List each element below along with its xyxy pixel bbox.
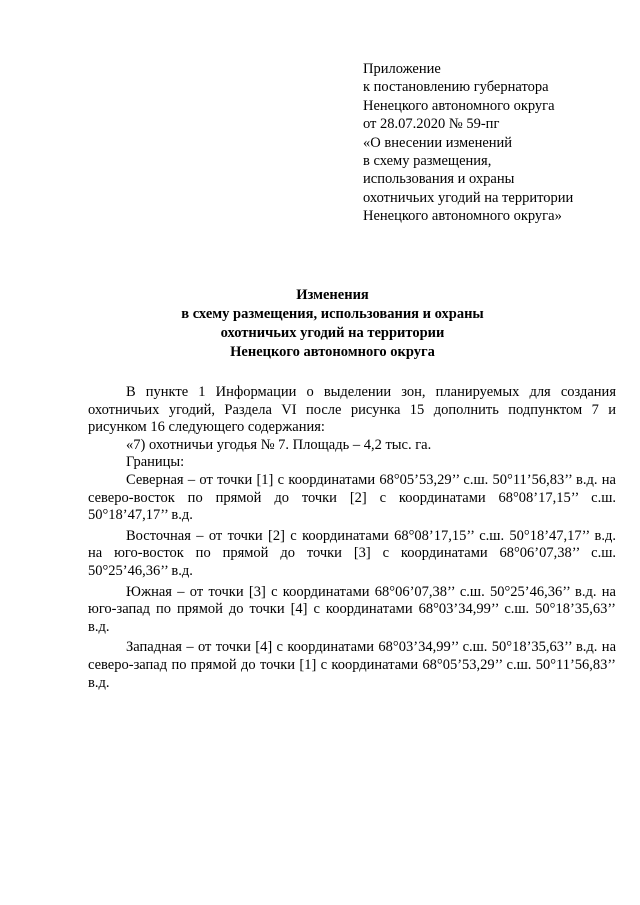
appendix-line: Ненецкого автономного округа (363, 97, 555, 114)
south-border-paragraph: Южная – от точки [3] с координатами 68°06’07,38’’ с.ш. 50°25’46,36’’ в.д. на юго-запад по прямой до точки [4] с координатами 68°03’34,99’’ с.ш. 50°18’35,63’’ в.д. (88, 583, 616, 635)
document-body (88, 384, 616, 692)
west-border-paragraph: Западная – от точки [4] с координатами 68°03’34,99’’ с.ш. 50°18’35,63’’ в.д. на северо-запад по прямой до точки [1] с координатами 68°05’53,29’’ с.ш. 50°11’56,83’’ в.д. (88, 639, 616, 691)
appendix-line: «О внесении изменений (363, 134, 513, 151)
title-line: Ненецкого автономного округа (230, 344, 435, 360)
north-border-paragraph: Северная – от точки [1] с координатами 68°05’53,29’’ с.ш. 50°11’56,83’’ в.д. на северо-восток по прямой до точки [2] с координатами 68°08’17,15’’ с.ш. 50°18’47,17’’ в.д. (88, 471, 616, 524)
appendix-line: Приложение (363, 61, 441, 77)
intro-paragraph: В пункте 1 Информации о выделении зон, планируемых для создания охотничьих угодий, Раздела VI после рисунка 15 дополнить подпунктом 7 и рисунком 16 следующего содержания: (88, 384, 616, 436)
title-line: Изменения (296, 287, 369, 303)
east-border-paragraph: Восточная – от точки [2] с координатами 68°08’17,15’’ с.ш. 50°18’47,17’’ в.д. на юго-восток по прямой до точки [3] с координатами 68°06’07,38’’ с.ш. 50°25’46,36’’ в.д. (88, 527, 616, 579)
appendix-line: Ненецкого автономного округа» (363, 208, 562, 225)
title-line: охотничьих угодий на территории (220, 325, 445, 341)
appendix-header (363, 60, 623, 226)
appendix-line: охотничьих угодий на территории (363, 189, 574, 206)
appendix-line: использования и охраны (363, 171, 515, 188)
borders-label: Границы: (126, 454, 185, 471)
document-title (60, 286, 605, 362)
appendix-line: от 28.07.2020 № 59-пг (363, 116, 500, 133)
item-paragraph: «7) охотничьи угодья № 7. Площадь – 4,2 тыс. га. (126, 436, 432, 453)
appendix-line: в схему размещения, (363, 153, 492, 170)
appendix-line: к постановлению губернатора (363, 79, 549, 96)
title-line: в схему размещения, использования и охраны (181, 306, 484, 322)
